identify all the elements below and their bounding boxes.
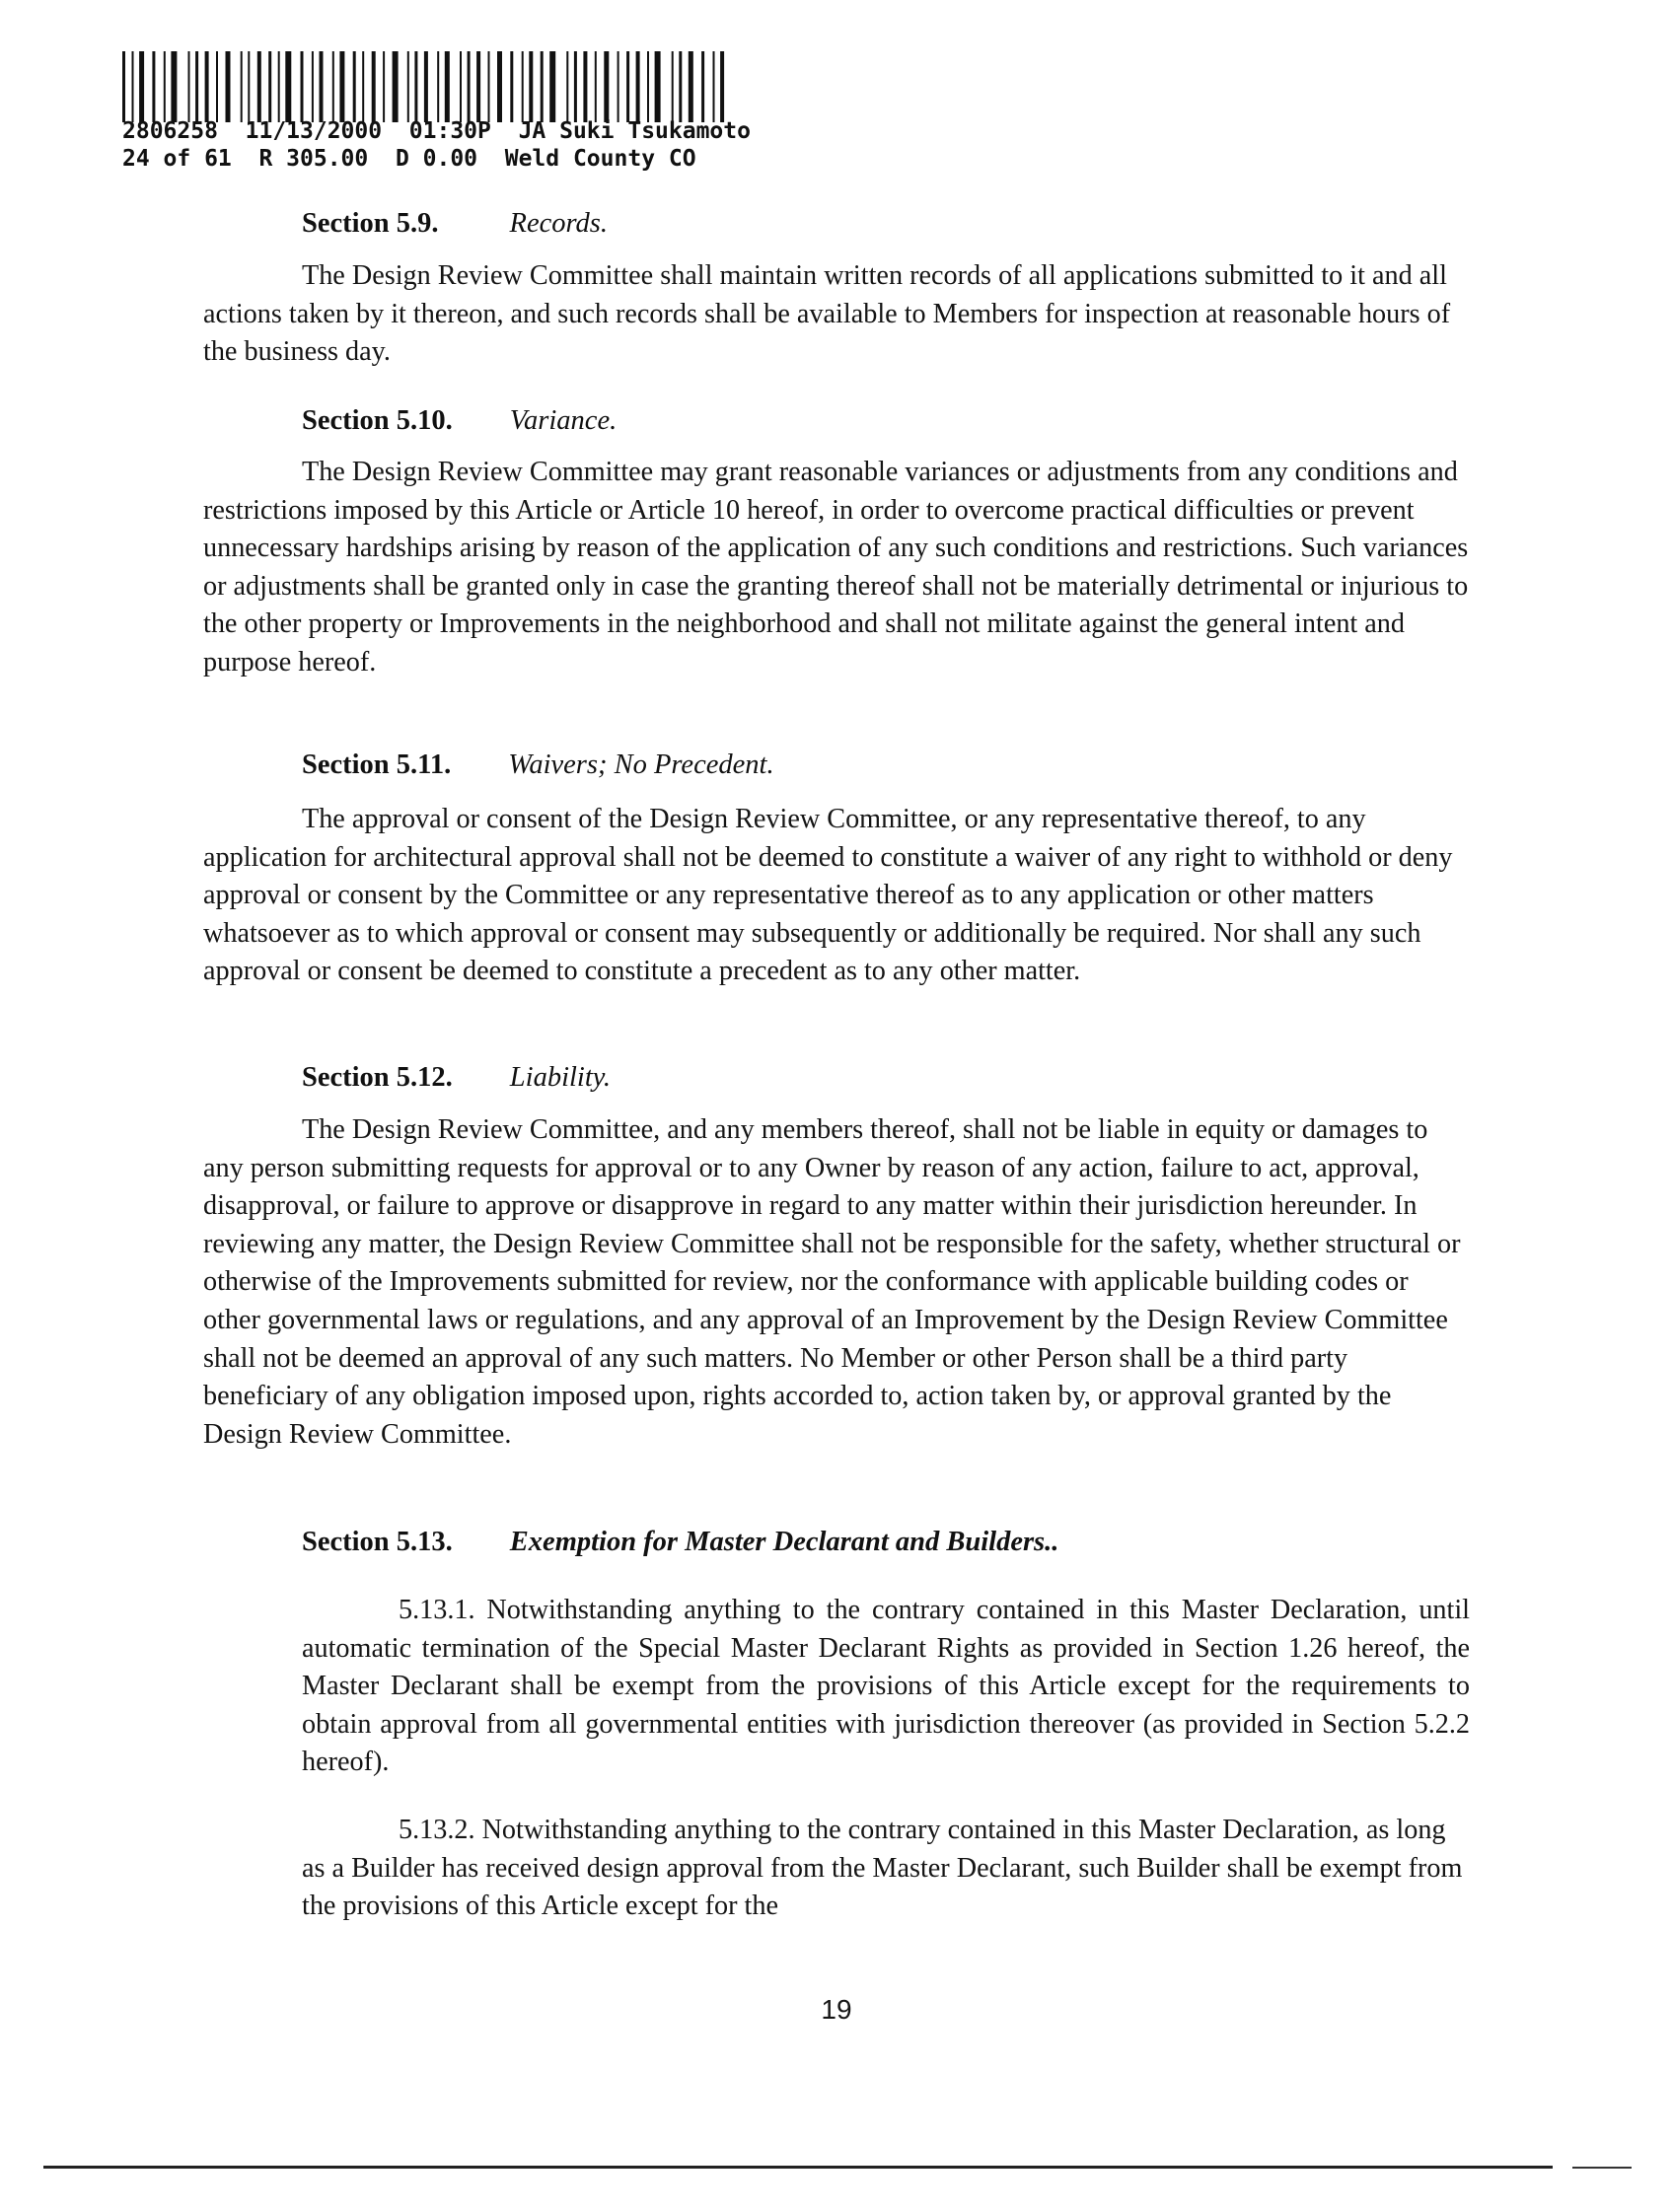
barcode-bar: [414, 51, 417, 122]
barcode-bar: [216, 51, 218, 122]
barcode-bar: [549, 51, 555, 122]
barcode-bar: [122, 51, 125, 122]
paragraph-text: The Design Review Committee may grant reasonable variances or adjustments from any conditions and restrictions imposed by this Article or Article 10 hereof, in order to overcome practical difficulties or prevent unnecessary hardships arising by reason of the application of any such conditions and restrictions. Such variances or adjustments shall be granted only in case the granting thereof shall not be materially detrimental or injurious to the other property or Improvements in the neighborhood and shall not militate against the general intent and purpose hereof.: [203, 457, 1469, 678]
barcode-bar: [339, 51, 344, 122]
barcode-bar: [497, 51, 502, 122]
section-number: Section 5.13.: [302, 1527, 453, 1557]
barcode-bar: [312, 51, 314, 122]
barcode-bar: [241, 51, 243, 122]
barcode-bar: [583, 51, 587, 122]
section-5-10-heading: [302, 402, 617, 440]
recording-stamp-line-2: 24 of 61 R 305.00 D 0.00 Weld County CO: [122, 146, 696, 172]
barcode-bar: [285, 51, 291, 122]
barcode-bar: [362, 51, 364, 122]
barcode-bar: [468, 51, 471, 122]
footer-rule-tail: [1572, 2167, 1632, 2169]
barcode-bar: [320, 51, 324, 122]
section-5-9-heading: [302, 205, 608, 243]
barcode-bar: [353, 51, 356, 122]
section-title: Variance.: [509, 405, 618, 436]
barcode-bar: [393, 51, 399, 122]
barcode-bar: [383, 51, 385, 122]
paragraph-text: The approval or consent of the Design Review Committee, or any representative thereof, to any application for architectural approval shall not be deemed to constitute a waiver of any right to withhold or deny approval or consent by the Committee or any representative thereof as to any application or other matters whatsoever as to which approval or consent may subsequently or additionally be required. Nor shall any such approval or consent be deemed to constitute a precedent as to any other matter.: [203, 804, 1453, 987]
barcode-bar: [510, 51, 513, 122]
footer-rule: [43, 2166, 1553, 2169]
section-title: Records.: [509, 208, 609, 239]
barcode-bar: [636, 51, 640, 122]
section-5-12-body: [203, 1111, 1470, 1454]
barcode-bar: [248, 51, 250, 122]
barcode-bar: [655, 51, 661, 122]
barcode-bar: [332, 51, 334, 122]
barcode-bar: [424, 51, 428, 122]
section-5-10-body: [203, 454, 1470, 682]
recording-stamp-line-1: 2806258 11/13/2000 01:30P JA Suki Tsukamoto: [122, 118, 751, 144]
section-title: Liability.: [509, 1062, 611, 1093]
barcode-bar: [268, 51, 271, 122]
barcode-bar: [301, 51, 304, 122]
barcode-bar: [188, 51, 190, 122]
barcode-bar: [205, 51, 209, 122]
barcode-bar: [164, 51, 166, 122]
barcode-bar: [529, 51, 533, 122]
paragraph-text: The Design Review Committee, and any members thereof, shall not be liable in equity or damages to any person submitting requests for approval or to any Owner by reason of any action, failure to act, approval, disapproval, or failure to approve or disapprove in regard to any matter within their jurisdiction hereunder. In reviewing any matter, the Design Review Committee shall not be responsible for the safety, whether structural or otherwise of the Improvements submitted for review, nor the conformance with applicable building codes or other governmental laws or regulations, and any approval of an Improvement by the Design Review Committee shall not be deemed an approval of any such matters. No Member or other Person shall be a third party beneficiary of any obligation imposed upon, rights accorded to, action taken by, or approval granted by the Design Review Committee.: [203, 1114, 1461, 1450]
section-number: Section 5.11.: [302, 749, 452, 780]
paragraph-text: The Design Review Committee shall maintain written records of all applications submitted to it and all actions taken by it thereon, and such records shall be available to Members for inspection at reasonable hours of the business day.: [203, 260, 1451, 368]
barcode-bar: [541, 51, 544, 122]
section-5-9-body: [203, 257, 1470, 372]
barcode-bar: [713, 51, 715, 122]
barcode-bar: [604, 51, 609, 122]
barcode-bar: [689, 51, 693, 122]
barcode-bar: [476, 51, 480, 122]
barcode-bar: [437, 51, 439, 122]
barcode-bar: [679, 51, 682, 122]
barcode-bar: [195, 51, 198, 122]
barcode-bar: [445, 51, 450, 122]
page-number: 19: [821, 1994, 852, 2025]
barcode-bar: [226, 51, 231, 122]
barcode-bar: [574, 51, 577, 122]
paragraph-text: 5.13.2. Notwithstanding anything to the contrary contained in this Master Declaration, as long as a Builder has received design approval from the Master Declarant, such Builder shall be exempt from the provisions of this Article except for the: [302, 1815, 1463, 1922]
section-title: Waivers; No Precedent.: [508, 749, 774, 780]
barcode-bar: [647, 51, 649, 122]
barcode-bar: [595, 51, 597, 122]
barcode-bar: [488, 51, 490, 122]
barcode-bar: [139, 51, 144, 122]
barcode-bar: [701, 51, 704, 122]
barcode-bar: [522, 51, 524, 122]
section-number: Section 5.12.: [302, 1062, 453, 1093]
barcode-bar: [566, 51, 568, 122]
barcode-bar: [278, 51, 280, 122]
barcode-bar: [460, 51, 462, 122]
section-number: Section 5.10.: [302, 405, 453, 436]
barcode-bar: [407, 51, 409, 122]
section-5-13-heading: [302, 1524, 1058, 1561]
section-5-12-heading: [302, 1059, 611, 1097]
barcode-bar: [171, 51, 177, 122]
barcode-bar: [618, 51, 619, 122]
barcode-bar: [372, 51, 376, 122]
barcode-bar: [257, 51, 261, 122]
barcode-bar: [152, 51, 155, 122]
section-title: Exemption for Master Declarant and Builders..: [509, 1527, 1059, 1557]
barcode-bar: [132, 51, 134, 122]
barcode-bar: [626, 51, 629, 122]
barcode-bar: [672, 51, 674, 122]
section-5-13-1-body: [302, 1592, 1470, 1782]
section-5-11-body: [203, 801, 1470, 991]
recording-barcode: [122, 51, 803, 122]
paragraph-text: 5.13.1. Notwithstanding anything to the contrary contained in this Master Declaration, until automatic termination of the Special Master Declarant Rights as provided in Section 1.26 hereof, the Master Declarant shall be exempt from the provisions of this Article except for the requirements to obtain approval from all governmental entities with jurisdiction thereover (as provided in Section 5.2.2 hereof).: [302, 1595, 1470, 1778]
section-5-11-heading: [302, 747, 774, 784]
barcode-bar: [720, 51, 724, 122]
section-5-13-2-body: [302, 1812, 1470, 1926]
section-number: Section 5.9.: [302, 208, 439, 239]
